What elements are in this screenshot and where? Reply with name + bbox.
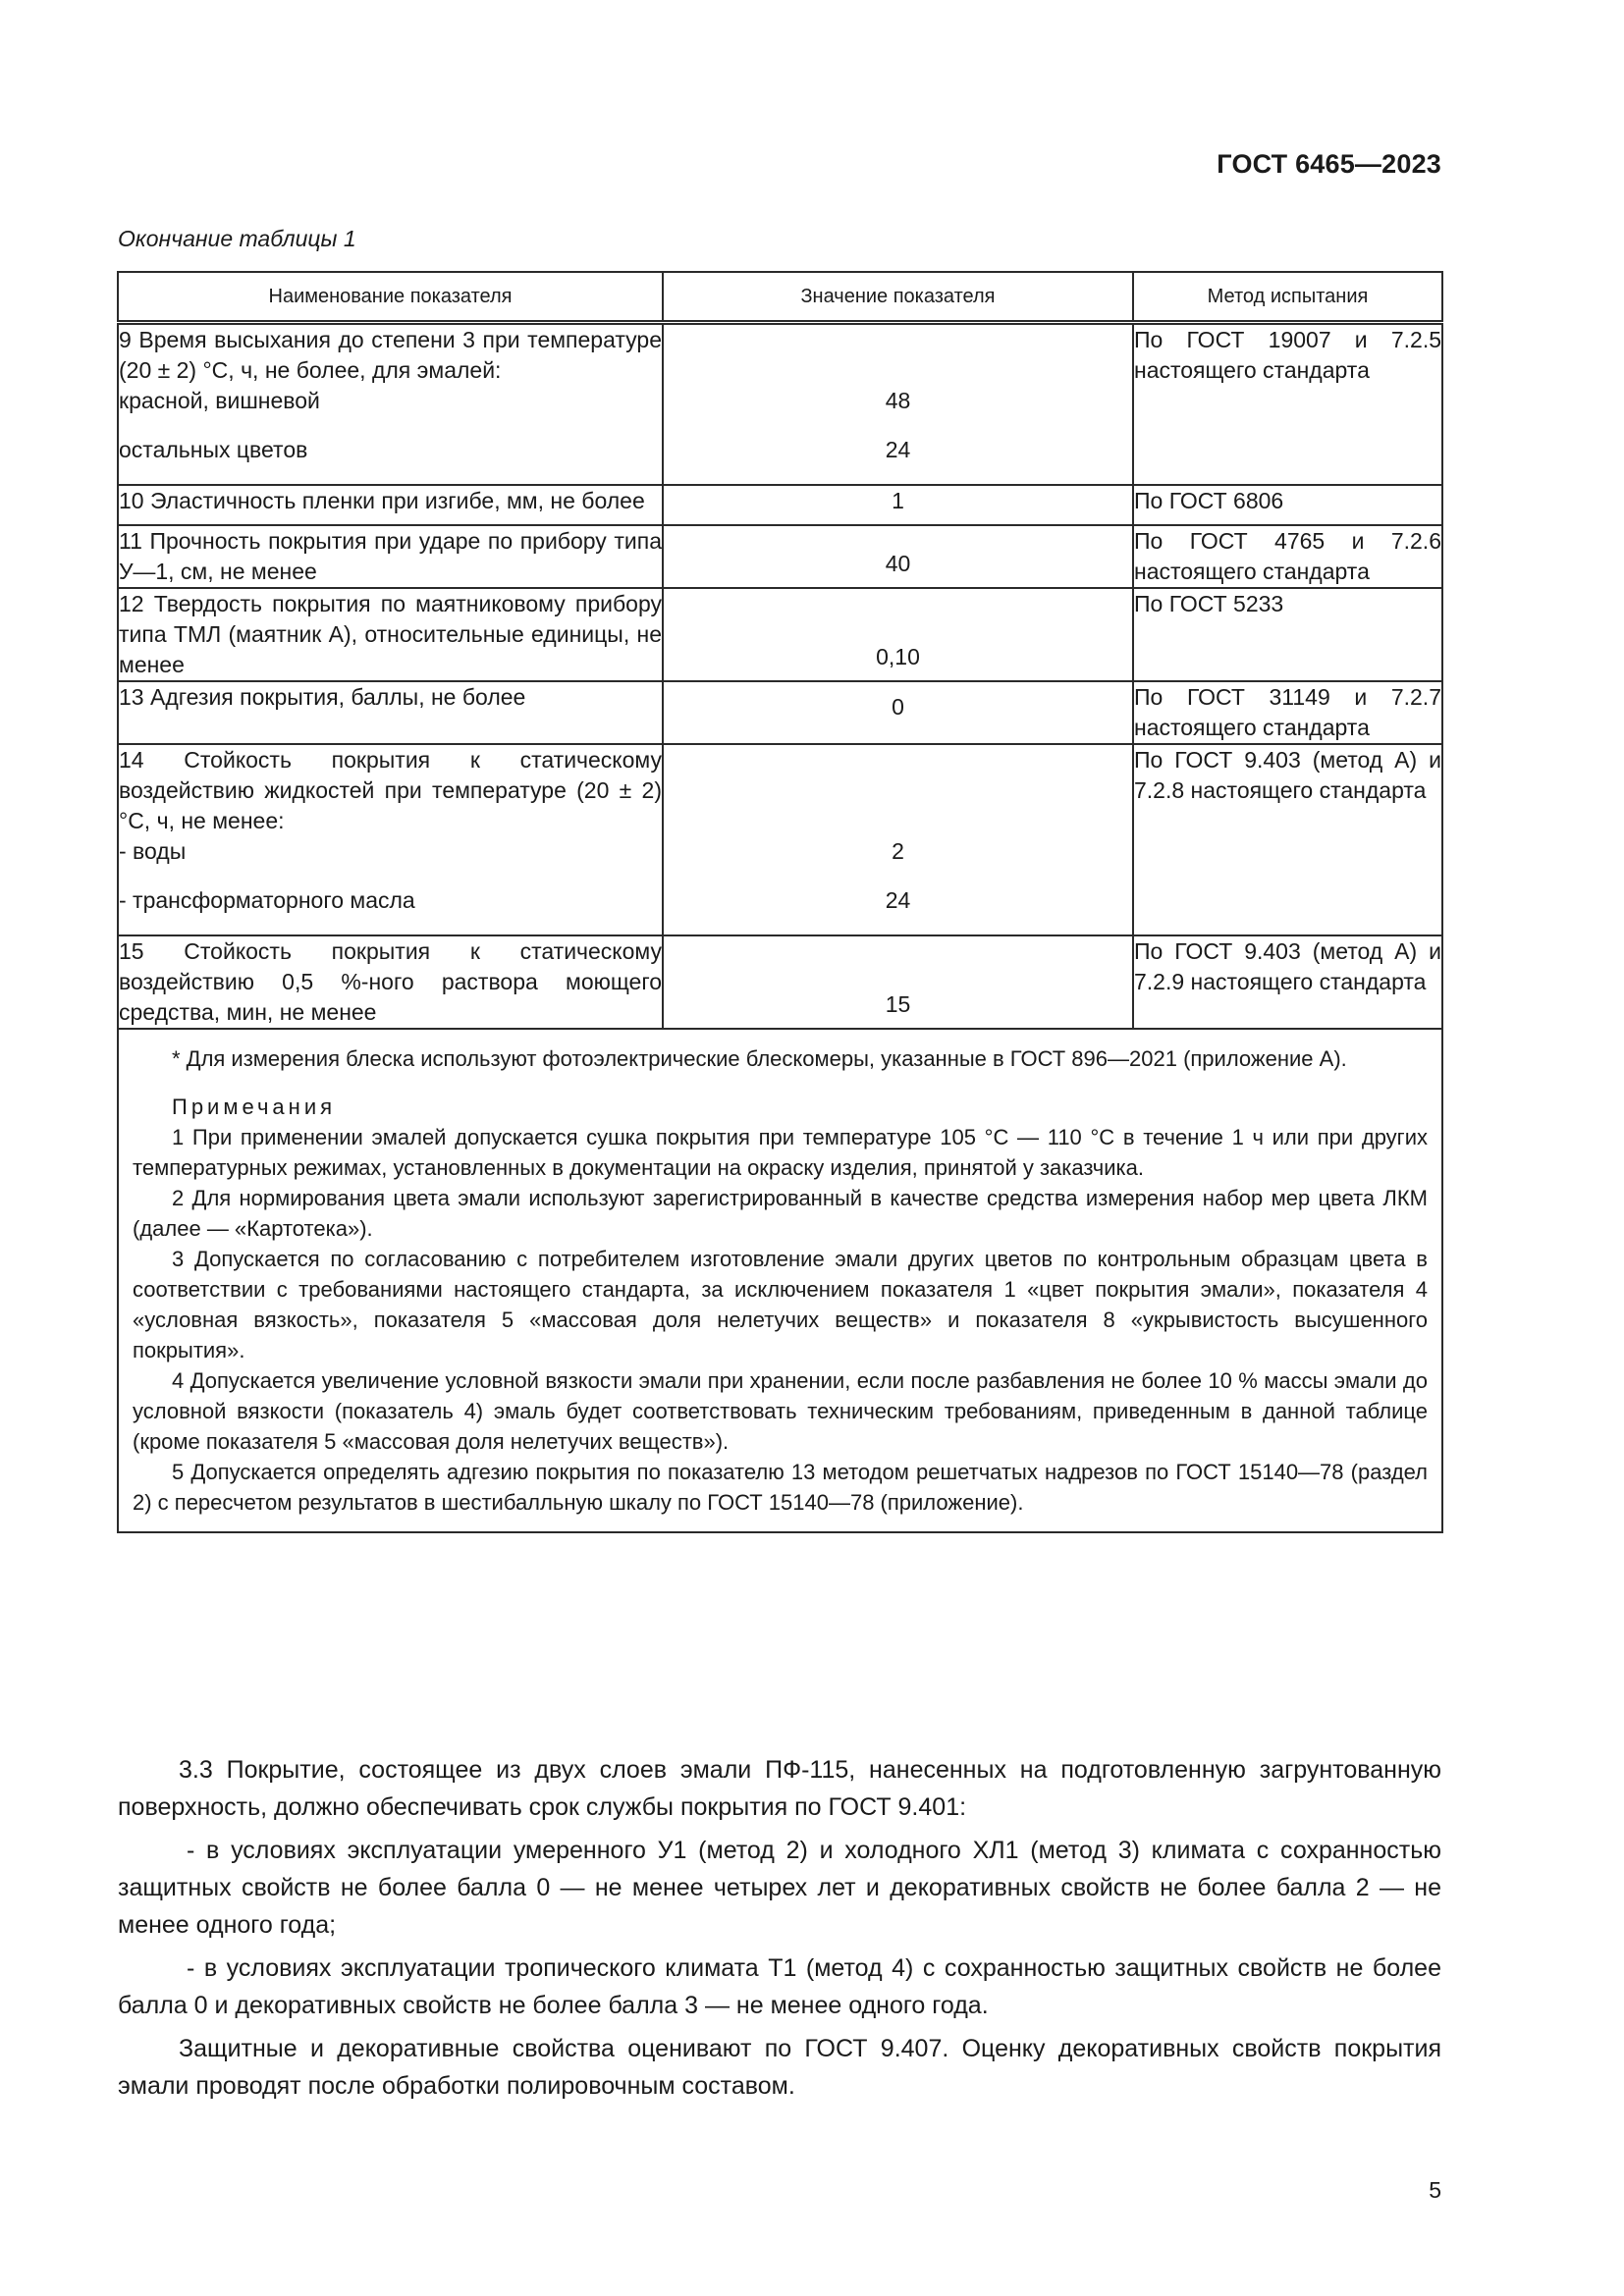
subitem-value: 2 [663, 836, 1133, 885]
indicator-value [663, 744, 1133, 836]
table-header-row [118, 272, 1442, 323]
table-row [118, 588, 1442, 681]
indicator-value: 1 [663, 485, 1133, 525]
column-header: Метод испытания [1133, 272, 1442, 323]
table-notes [118, 1029, 1442, 1532]
note-item: 2 Для нормирования цвета эмали используют зарегистрированный в качестве средства измерения набор мер цвета ЛКМ (далее — «Картотека»). [133, 1186, 1428, 1241]
table-row [118, 744, 1442, 836]
note-item: 1 При применении эмалей допускается сушка покрытия при температуре 105 °С — 110 °С в течение 1 ч или при других температурных режимах, установленных в документации на окраску изделия, принятой у заказчика. [133, 1125, 1428, 1180]
body-paragraph: - в условиях эксплуатации тропического климата Т1 (метод 4) с сохранностью защитных свойств не более балла 0 и декоративных свойств не более балла 3 — не менее одного года. [118, 1954, 1441, 2019]
indicator-name: 10 Эластичность пленки при изгибе, мм, не более [118, 485, 663, 525]
test-method: По ГОСТ 19007 и 7.2.5 настоящего стандарта [1133, 323, 1442, 486]
table-row [118, 485, 1442, 525]
notes-title: Примечания [172, 1095, 337, 1119]
footnote: * Для измерения блеска используют фотоэлектрические блескомеры, указанные в ГОСТ 896—2021 (приложение А). [172, 1046, 1347, 1071]
indicator-value: 15 [663, 935, 1133, 1029]
specification-table [117, 271, 1443, 1533]
subitem-name: - воды [118, 836, 663, 885]
indicator-name: 12 Твердость покрытия по маятниковому прибору типа ТМЛ (маятник А), относительные единицы, не менее [118, 588, 663, 681]
table-row [118, 935, 1442, 1029]
body-paragraph: Защитные и декоративные свойства оценивают по ГОСТ 9.407. Оценку декоративных свойств покрытия эмали проводят после обработки полировочным составом. [118, 2035, 1441, 2100]
page-number: 5 [1429, 2177, 1441, 2203]
note-item: 4 Допускается увеличение условной вязкости эмали при хранении, если после разбавления не более 10 % массы эмали до условной вязкости (показатель 4) эмаль будет соответствовать техническим требованиям, приведенным в данной таблице (кроме показателя 5 «массовая доля нелетучих веществ»). [133, 1368, 1428, 1454]
note-item: 5 Допускается определять адгезию покрытия по показателю 13 методом решетчатых надрезов по ГОСТ 15140—78 (раздел 2) с пересчетом результатов в шестибалльную шкалу по ГОСТ 15140—78 (приложение). [133, 1460, 1428, 1515]
test-method: По ГОСТ 31149 и 7.2.7 настоящего стандарта [1133, 681, 1442, 744]
note-item: 3 Допускается по согласованию с потребителем изготовление эмали других цветов по контрольным образцам цвета в соответствии с требованиями настоящего стандарта, за исключением показателя 1 «цвет покрытия эмали», показателя 4 «условная вязкость», показателя 5 «массовая доля нелетучих веществ» и показателя 8 «укрывистость высушенного покрытия». [133, 1247, 1428, 1362]
test-method: По ГОСТ 4765 и 7.2.6 настоящего стандарта [1133, 525, 1442, 588]
table-caption: Окончание таблицы 1 [118, 226, 356, 251]
table-row [118, 323, 1442, 387]
column-header: Наименование показателя [118, 272, 663, 323]
document-code: ГОСТ 6465—2023 [1217, 149, 1441, 179]
test-method: По ГОСТ 5233 [1133, 588, 1442, 681]
test-method: По ГОСТ 6806 [1133, 485, 1442, 525]
table-row [118, 525, 1442, 588]
body-paragraph: - в условиях эксплуатации умеренного У1 (метод 2) и холодного ХЛ1 (метод 3) климата с сохранностью защитных свойств не более балла 0 — не менее четырех лет и декоративных свойств не более балла 2 — не менее одного года; [118, 1837, 1441, 1939]
indicator-value: 0 [663, 681, 1133, 744]
table-row [118, 681, 1442, 744]
table-notes-row [118, 1029, 1442, 1532]
indicator-value [663, 323, 1133, 387]
indicator-name: 9 Время высыхания до степени 3 при температуре (20 ± 2) °C, ч, не более, для эмалей: [118, 323, 663, 387]
indicator-value: 40 [663, 525, 1133, 588]
indicator-name: 11 Прочность покрытия при ударе по прибору типа У—1, см, не менее [118, 525, 663, 588]
test-method: По ГОСТ 9.403 (метод А) и 7.2.9 настоящего стандарта [1133, 935, 1442, 1029]
body-text [118, 1751, 1441, 2110]
subitem-value: 48 [663, 386, 1133, 435]
test-method: По ГОСТ 9.403 (метод А) и 7.2.8 настоящего стандарта [1133, 744, 1442, 935]
subitem-name: - трансформаторного масла [118, 885, 663, 935]
indicator-value: 0,10 [663, 588, 1133, 681]
indicator-name: 15 Стойкость покрытия к статическому воздействию 0,5 %-ного раствора моющего средства, мин, не менее [118, 935, 663, 1029]
body-paragraph: 3.3 Покрытие, состоящее из двух слоев эмали ПФ-115, нанесенных на подготовленную загрунтованную поверхность, должно обеспечивать срок службы покрытия по ГОСТ 9.401: [118, 1756, 1441, 1821]
subitem-name: красной, вишневой [118, 386, 663, 435]
subitem-value: 24 [663, 885, 1133, 935]
indicator-name: 14 Стойкость покрытия к статическому воздействию жидкостей при температуре (20 ± 2) °C, ч, не менее: [118, 744, 663, 836]
subitem-name: остальных цветов [118, 435, 663, 485]
indicator-name: 13 Адгезия покрытия, баллы, не более [118, 681, 663, 744]
column-header: Значение показателя [663, 272, 1133, 323]
subitem-value: 24 [663, 435, 1133, 485]
